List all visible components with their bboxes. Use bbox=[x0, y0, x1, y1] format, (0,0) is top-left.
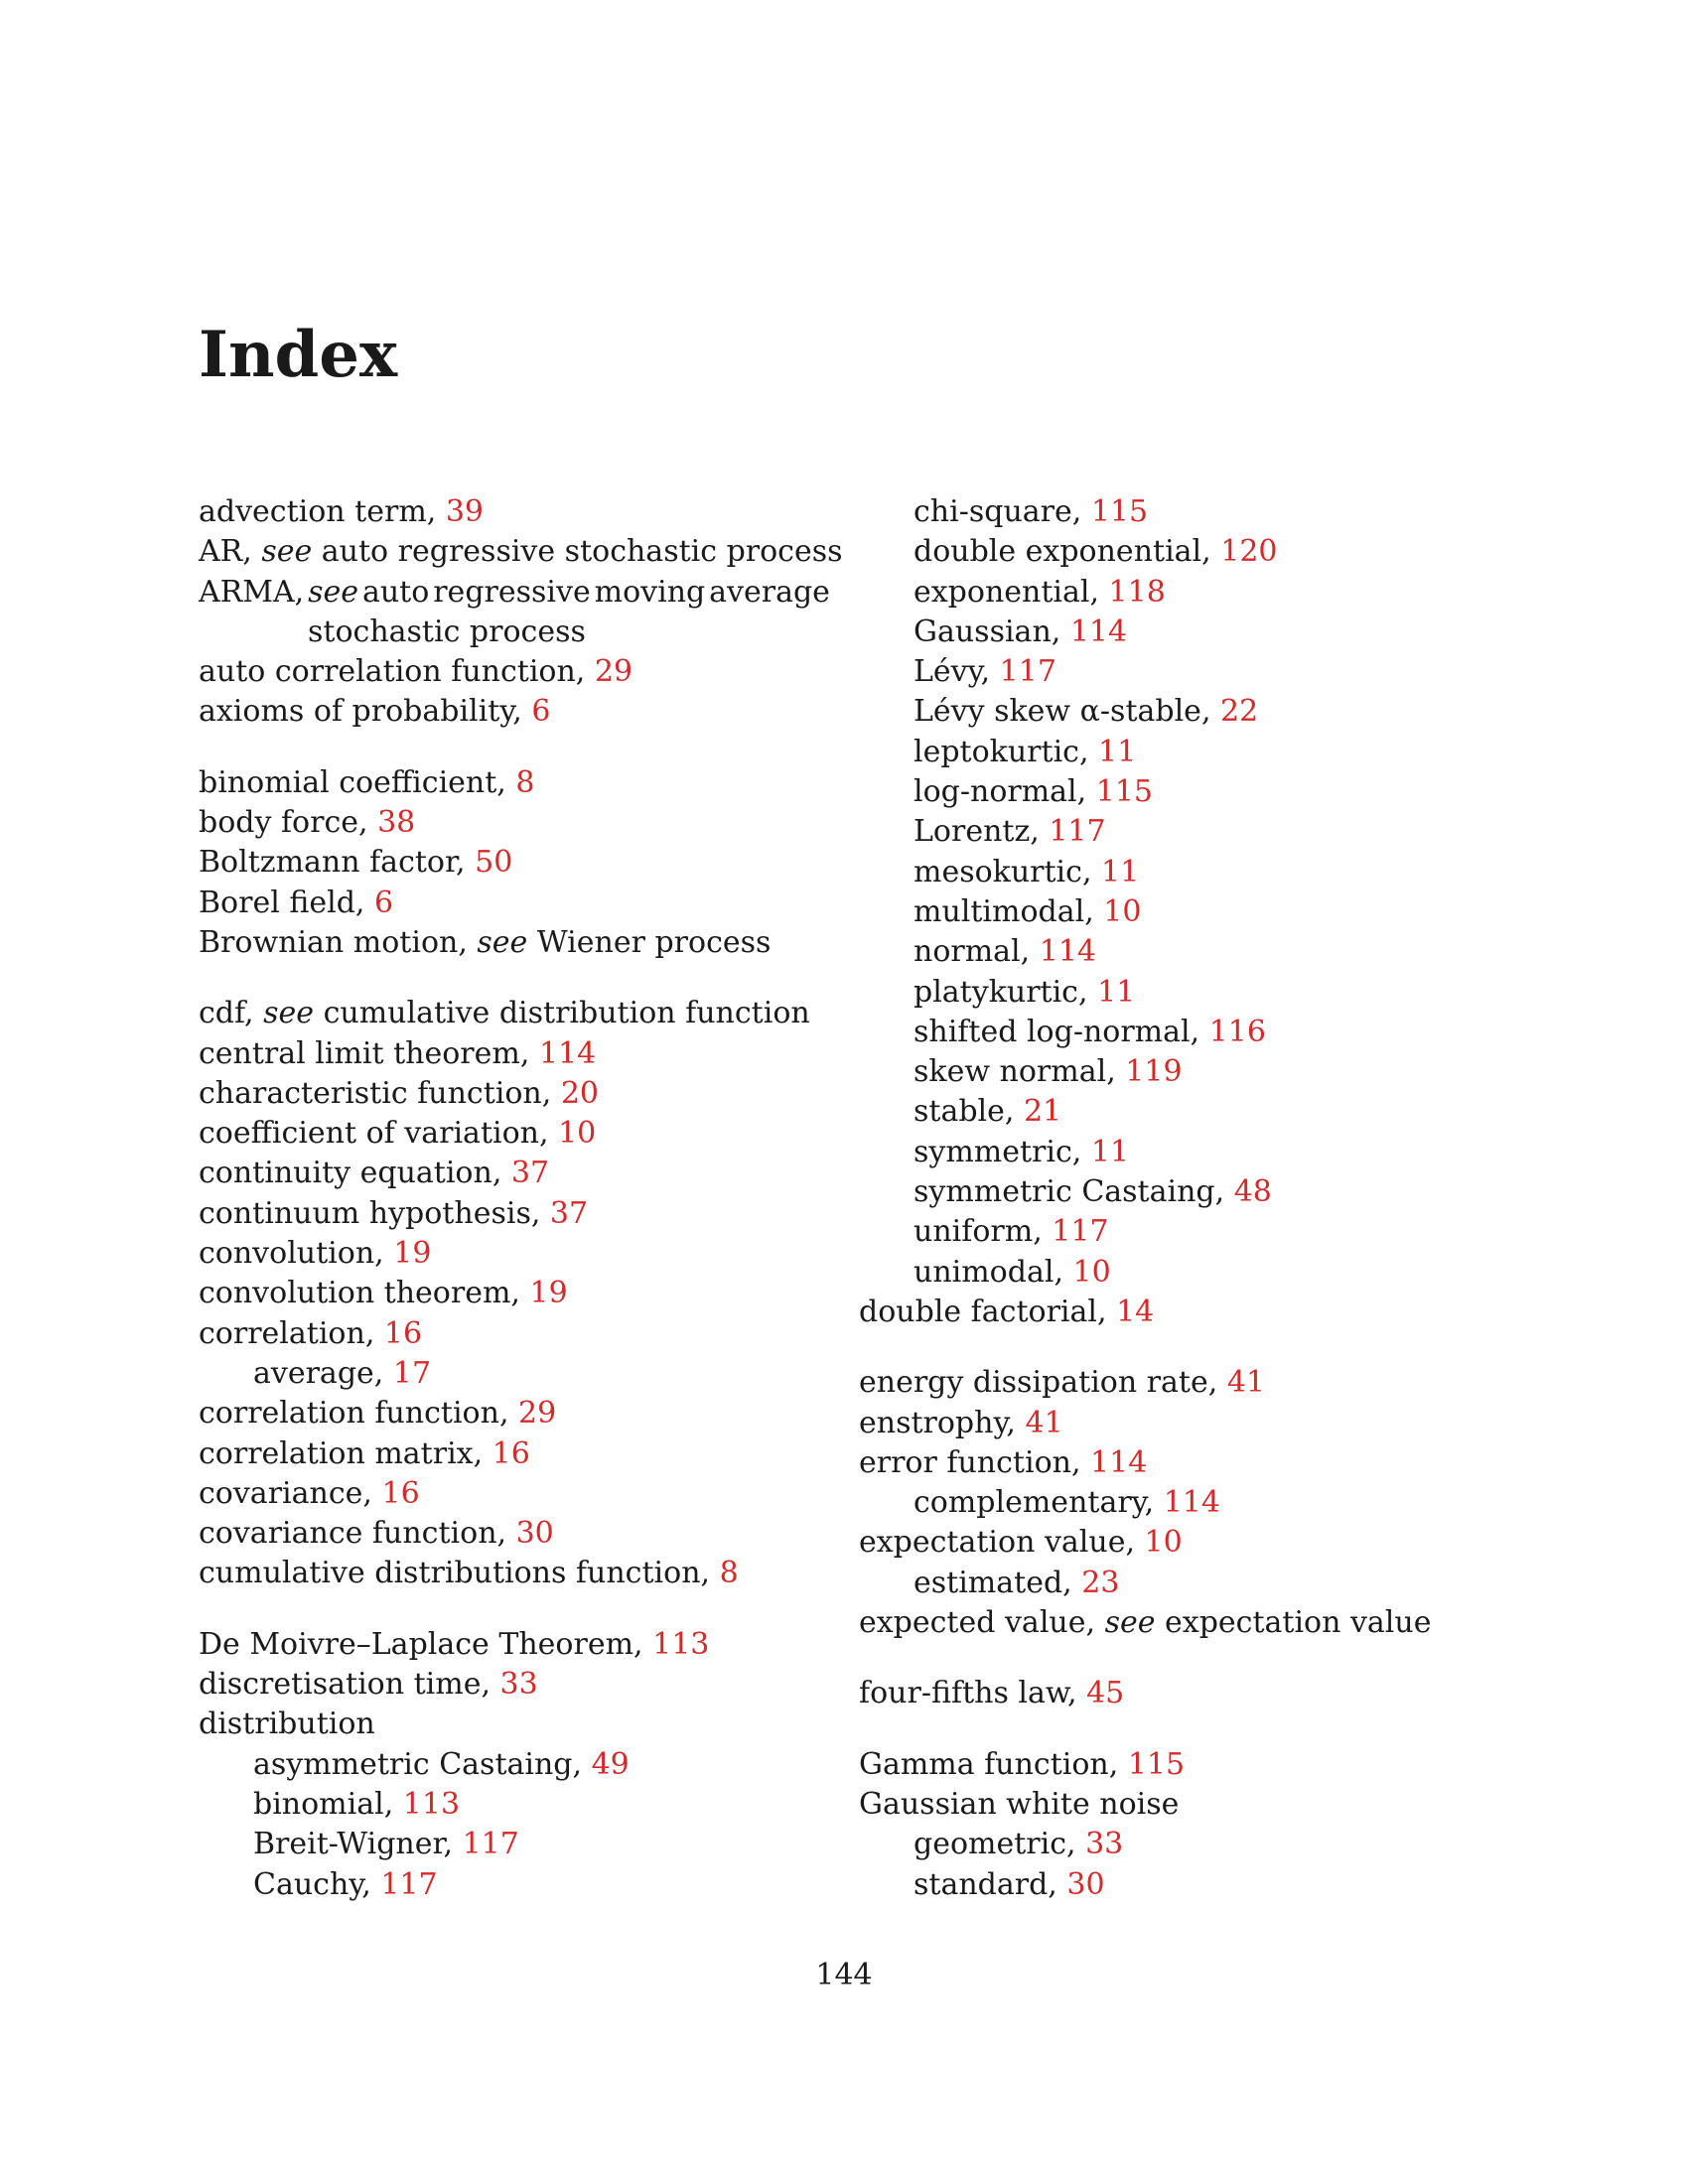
page-link[interactable]: 8 bbox=[515, 764, 535, 800]
index-term: unimodal bbox=[914, 1254, 1055, 1290]
index-entry: axioms of probability, 6 bbox=[199, 694, 551, 730]
index-subentry: skew normal, 119 bbox=[914, 1054, 1183, 1090]
index-entry: AR, see auto regressive stochastic process bbox=[199, 534, 843, 570]
index-term: Cauchy bbox=[253, 1866, 362, 1902]
page-link[interactable]: 19 bbox=[529, 1276, 568, 1311]
index-entry: enstrophy, 41 bbox=[859, 1405, 1063, 1440]
page-link[interactable]: 49 bbox=[591, 1746, 630, 1782]
see-word: see bbox=[1104, 1605, 1156, 1641]
index-entry: binomial coefficient, 8 bbox=[199, 764, 535, 800]
index-term: symmetric bbox=[914, 1134, 1072, 1169]
index-term: uniform bbox=[914, 1214, 1034, 1250]
index-entry: correlation function, 29 bbox=[199, 1396, 557, 1432]
page-link[interactable]: 37 bbox=[510, 1156, 550, 1191]
index-entry: error function, 114 bbox=[859, 1444, 1148, 1480]
see-word: see bbox=[477, 924, 528, 960]
page-link[interactable]: 16 bbox=[492, 1435, 530, 1471]
page-link[interactable]: 114 bbox=[1090, 1444, 1148, 1480]
page-link[interactable]: 115 bbox=[1095, 774, 1153, 810]
index-term: exponential bbox=[914, 574, 1090, 610]
index-term: central limit theorem bbox=[199, 1035, 520, 1071]
index-term: four-fifths law bbox=[859, 1676, 1067, 1711]
page-link[interactable]: 115 bbox=[1090, 494, 1149, 529]
page-link[interactable]: 33 bbox=[1085, 1827, 1124, 1862]
index-term: binomial bbox=[253, 1786, 384, 1822]
index-term: body force bbox=[199, 805, 359, 841]
index-term: binomial coefficient bbox=[199, 764, 497, 800]
index-term: advection term bbox=[199, 494, 427, 529]
page-link[interactable]: 114 bbox=[1039, 934, 1096, 970]
index-entry: cdf, see cumulative distribution function bbox=[199, 996, 810, 1031]
page-link[interactable]: 23 bbox=[1081, 1565, 1120, 1600]
index-column-left bbox=[199, 492, 843, 1905]
see-target-word: average bbox=[709, 574, 830, 610]
index-term: distribution bbox=[199, 1706, 375, 1742]
page-link[interactable]: 11 bbox=[1090, 1134, 1130, 1169]
index-entry: body force, 38 bbox=[199, 805, 416, 841]
page-link[interactable]: 120 bbox=[1220, 534, 1278, 570]
index-subentry: leptokurtic, 11 bbox=[914, 734, 1137, 769]
page-link[interactable]: 30 bbox=[1066, 1866, 1105, 1902]
page-number: 144 bbox=[815, 1958, 873, 1992]
index-subentry: symmetric, 11 bbox=[914, 1134, 1130, 1169]
page-link[interactable]: 118 bbox=[1108, 574, 1166, 610]
index-entry-continuation: stochastic process bbox=[308, 614, 586, 649]
index-term: coefficient of variation bbox=[199, 1116, 539, 1152]
index-term: estimated bbox=[914, 1565, 1063, 1600]
index-subentry: binomial, 113 bbox=[253, 1786, 461, 1822]
index-term: mesokurtic bbox=[914, 854, 1082, 889]
page-link[interactable]: 119 bbox=[1125, 1054, 1183, 1090]
index-term: discretisation time bbox=[199, 1667, 482, 1703]
index-term: Boltzmann factor bbox=[199, 845, 457, 881]
page-link[interactable]: 117 bbox=[1052, 1214, 1109, 1250]
index-subentry: uniform, 117 bbox=[914, 1214, 1109, 1250]
index-subentry: Cauchy, 117 bbox=[253, 1866, 438, 1902]
page-link[interactable]: 117 bbox=[1049, 814, 1106, 850]
index-subentry: Lorentz, 117 bbox=[914, 814, 1106, 850]
index-subentry: asymmetric Castaing, 49 bbox=[253, 1746, 630, 1782]
index-term: geometric bbox=[914, 1827, 1067, 1862]
index-subentry: average, 17 bbox=[253, 1355, 432, 1391]
index-subentry: chi-square, 115 bbox=[914, 494, 1149, 529]
index-term: correlation matrix bbox=[199, 1435, 474, 1471]
page-link[interactable]: 117 bbox=[380, 1866, 438, 1902]
index-term: cumulative distributions function bbox=[199, 1556, 701, 1591]
index-term: chi-square bbox=[914, 494, 1072, 529]
index-subentry: estimated, 23 bbox=[914, 1565, 1120, 1600]
index-entry: De Moivre–Laplace Theorem, 113 bbox=[199, 1626, 710, 1662]
index-term: convolution bbox=[199, 1236, 375, 1272]
index-entry: covariance function, 30 bbox=[199, 1516, 554, 1552]
index-entry: expectation value, 10 bbox=[859, 1525, 1183, 1561]
index-term: Breit-Wigner bbox=[253, 1827, 444, 1862]
see-target-word: regressive bbox=[433, 574, 591, 610]
index-term: log-normal bbox=[914, 774, 1077, 810]
index-term: standard bbox=[914, 1866, 1049, 1902]
index-subentry: Gaussian, 114 bbox=[914, 614, 1128, 649]
index-entry: correlation matrix, 16 bbox=[199, 1435, 530, 1471]
page-link[interactable]: 114 bbox=[1069, 614, 1128, 649]
index-subentry: complementary, 114 bbox=[914, 1485, 1220, 1521]
index-entry bbox=[199, 1705, 834, 1744]
page-link[interactable]: 45 bbox=[1086, 1676, 1125, 1711]
index-term: AR bbox=[199, 534, 243, 570]
index-entry: characteristic function, 20 bbox=[199, 1075, 600, 1111]
index-term: complementary bbox=[914, 1485, 1145, 1521]
index-subentry: multimodal, 10 bbox=[914, 893, 1142, 929]
index-term: Borel field bbox=[199, 885, 355, 920]
page-link[interactable]: 113 bbox=[402, 1786, 461, 1822]
index-term: double factorial bbox=[859, 1294, 1097, 1329]
index-term: shifted log-normal bbox=[914, 1014, 1191, 1049]
index-term: energy dissipation rate bbox=[859, 1365, 1208, 1401]
index-entry: auto correlation function, 29 bbox=[199, 654, 633, 690]
index-term: covariance function bbox=[199, 1516, 497, 1552]
index-entry: Gamma function, 115 bbox=[859, 1746, 1186, 1782]
index-entry: continuum hypothesis, 37 bbox=[199, 1195, 589, 1231]
index-entry: advection term, 39 bbox=[199, 494, 485, 529]
index-entry: central limit theorem, 114 bbox=[199, 1035, 597, 1071]
index-entry bbox=[859, 1785, 1415, 1825]
index-term: characteristic function bbox=[199, 1075, 542, 1111]
see-target-word: auto bbox=[361, 574, 430, 610]
page-link[interactable]: 38 bbox=[377, 805, 416, 841]
page-link[interactable]: 17 bbox=[392, 1355, 432, 1391]
page-link[interactable]: 50 bbox=[475, 845, 513, 881]
index-subentry: log-normal, 115 bbox=[914, 774, 1153, 810]
index-term: stable bbox=[914, 1094, 1005, 1130]
see-target: auto regressive stochastic process bbox=[321, 534, 843, 570]
page-link[interactable]: 115 bbox=[1127, 1746, 1186, 1782]
index-entry: expected value, see expectation value bbox=[859, 1605, 1432, 1641]
page-link[interactable]: 48 bbox=[1233, 1174, 1272, 1210]
page-link[interactable]: 11 bbox=[1101, 854, 1140, 889]
page-link[interactable]: 16 bbox=[381, 1475, 420, 1511]
index-subentry: geometric, 33 bbox=[914, 1827, 1124, 1862]
index-term: correlation function bbox=[199, 1396, 499, 1432]
index-entry: convolution theorem, 19 bbox=[199, 1276, 568, 1311]
index-entry: discretisation time, 33 bbox=[199, 1667, 538, 1703]
page-link[interactable]: 30 bbox=[515, 1516, 554, 1552]
index-term: symmetric Castaing bbox=[914, 1174, 1215, 1210]
index-term: multimodal bbox=[914, 893, 1085, 929]
see-word: see bbox=[263, 996, 315, 1031]
page-link[interactable]: 8 bbox=[719, 1556, 739, 1591]
page-link[interactable]: 11 bbox=[1097, 974, 1136, 1010]
page-link[interactable]: 10 bbox=[1144, 1525, 1183, 1561]
index-term: correlation bbox=[199, 1315, 365, 1351]
index-term: continuum hypothesis bbox=[199, 1195, 531, 1231]
page-link[interactable]: 41 bbox=[1226, 1365, 1266, 1401]
index-term: expectation value bbox=[859, 1525, 1126, 1561]
index-term: enstrophy bbox=[859, 1405, 1007, 1440]
index-subentry: symmetric Castaing, 48 bbox=[914, 1174, 1272, 1210]
page-link[interactable]: 22 bbox=[1220, 694, 1259, 730]
see-target: cumulative distribution function bbox=[323, 996, 810, 1031]
page-link[interactable]: 10 bbox=[1103, 893, 1142, 929]
page-link[interactable]: 19 bbox=[393, 1236, 432, 1272]
index-subentry: Lévy skew α-stable, 22 bbox=[914, 694, 1259, 730]
index-entry: Borel field, 6 bbox=[199, 885, 394, 920]
page-link[interactable]: 116 bbox=[1208, 1014, 1266, 1049]
index-subentry: exponential, 118 bbox=[914, 574, 1166, 610]
index-subentry: shifted log-normal, 116 bbox=[914, 1014, 1266, 1049]
index-entry: correlation, 16 bbox=[199, 1315, 423, 1351]
page-link[interactable]: 29 bbox=[594, 654, 633, 690]
index-subentry: Lévy, 117 bbox=[914, 654, 1056, 690]
index-term: ARMA, bbox=[199, 574, 305, 610]
page-title: Index bbox=[199, 318, 398, 392]
index-term: Lorentz bbox=[914, 814, 1031, 850]
index-entry: four-fifths law, 45 bbox=[859, 1676, 1125, 1711]
index-term: De Moivre–Laplace Theorem bbox=[199, 1626, 634, 1662]
index-term: Lévy skew α-stable bbox=[914, 694, 1201, 730]
see-target: expectation value bbox=[1165, 1605, 1432, 1641]
page-link[interactable]: 10 bbox=[1072, 1254, 1111, 1290]
index-term: cdf bbox=[199, 996, 245, 1031]
index-term: Lévy bbox=[914, 654, 981, 690]
index-term: skew normal bbox=[914, 1054, 1107, 1090]
page-link[interactable]: 114 bbox=[538, 1035, 597, 1071]
index-entry: Boltzmann factor, 50 bbox=[199, 845, 513, 881]
index-term: platykurtic bbox=[914, 974, 1078, 1010]
index-term: continuity equation bbox=[199, 1156, 492, 1191]
page-link[interactable]: 11 bbox=[1098, 734, 1137, 769]
page-link[interactable]: 113 bbox=[652, 1626, 710, 1662]
index-entry: coefficient of variation, 10 bbox=[199, 1116, 597, 1152]
index-term: double exponential bbox=[914, 534, 1202, 570]
index-term: leptokurtic bbox=[914, 734, 1079, 769]
index-subentry: mesokurtic, 11 bbox=[914, 854, 1140, 889]
index-term: convolution theorem bbox=[199, 1276, 511, 1311]
index-subentry: stable, 21 bbox=[914, 1094, 1062, 1130]
page-link[interactable]: 37 bbox=[549, 1195, 589, 1231]
index-term: asymmetric Castaing bbox=[253, 1746, 573, 1782]
index-entry: energy dissipation rate, 41 bbox=[859, 1365, 1266, 1401]
page-link[interactable]: 117 bbox=[462, 1827, 519, 1862]
index-term: Gamma function bbox=[859, 1746, 1109, 1782]
index-term: auto correlation function bbox=[199, 654, 576, 690]
index-subentry: standard, 30 bbox=[914, 1866, 1105, 1902]
index-subentry: unimodal, 10 bbox=[914, 1254, 1111, 1290]
index-subentry: double exponential, 120 bbox=[914, 534, 1278, 570]
index-term: normal bbox=[914, 934, 1021, 970]
page-link[interactable]: 16 bbox=[383, 1315, 423, 1351]
page-link[interactable]: 20 bbox=[560, 1075, 600, 1111]
page-link[interactable]: 39 bbox=[445, 494, 485, 529]
see-target: Wiener process bbox=[536, 924, 772, 960]
see-word: see bbox=[308, 574, 359, 610]
index-entry: continuity equation, 37 bbox=[199, 1156, 550, 1191]
index-subentry: Breit-Wigner, 117 bbox=[253, 1827, 519, 1862]
page-link[interactable]: 41 bbox=[1025, 1405, 1063, 1440]
index-term: expected value bbox=[859, 1605, 1086, 1641]
index-entry bbox=[199, 573, 830, 613]
page-link[interactable]: 10 bbox=[558, 1116, 597, 1152]
page-link[interactable]: 114 bbox=[1163, 1485, 1220, 1521]
page-link[interactable]: 29 bbox=[518, 1396, 557, 1432]
index-subentry: normal, 114 bbox=[914, 934, 1096, 970]
page-link[interactable]: 6 bbox=[531, 694, 551, 730]
index-term: Brownian motion bbox=[199, 924, 459, 960]
index-entry: convolution, 19 bbox=[199, 1236, 432, 1272]
index-entry: covariance, 16 bbox=[199, 1475, 420, 1511]
index-entry: cumulative distributions function, 8 bbox=[199, 1556, 739, 1591]
page-link[interactable]: 117 bbox=[999, 654, 1056, 690]
page-link[interactable]: 33 bbox=[499, 1667, 538, 1703]
index-entry: double factorial, 14 bbox=[859, 1294, 1155, 1329]
page-link[interactable]: 14 bbox=[1116, 1294, 1155, 1329]
index-entry: Brownian motion, see Wiener process bbox=[199, 924, 772, 960]
page-link[interactable]: 6 bbox=[373, 885, 394, 920]
see-word: see bbox=[261, 534, 313, 570]
index-term: average bbox=[253, 1355, 374, 1391]
index-term: error function bbox=[859, 1444, 1071, 1480]
index-column-right bbox=[859, 492, 1432, 1905]
index-term: Gaussian white noise bbox=[859, 1786, 1180, 1822]
index-term: axioms of probability bbox=[199, 694, 513, 730]
see-target-word: moving bbox=[594, 574, 706, 610]
index-term: Gaussian bbox=[914, 614, 1052, 649]
index-term: covariance bbox=[199, 1475, 363, 1511]
index-subentry: platykurtic, 11 bbox=[914, 974, 1136, 1010]
page-link[interactable]: 21 bbox=[1023, 1094, 1062, 1130]
